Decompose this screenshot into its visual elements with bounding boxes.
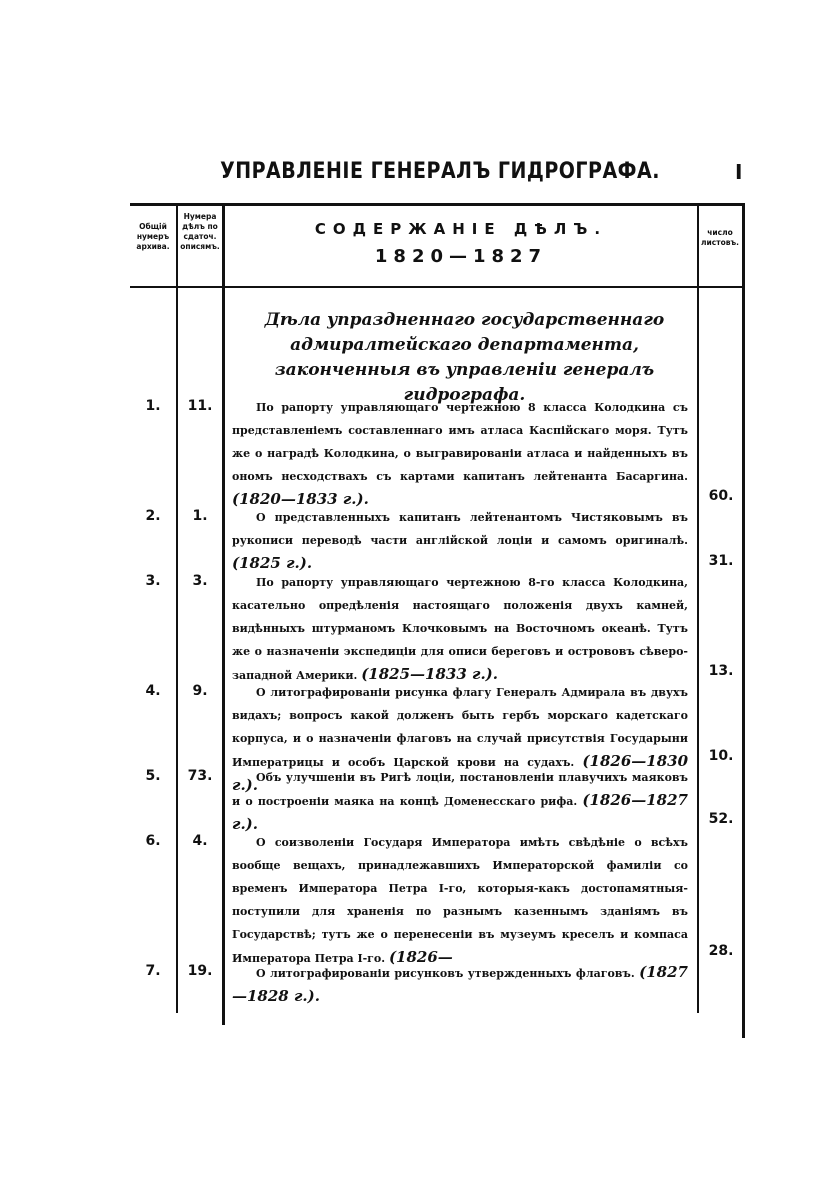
sheet-count: 31. [708,553,734,569]
inventory-number: 3. [192,573,208,589]
entry-text [232,831,688,970]
inventory-number: 4. [192,833,208,849]
sheet-count: 52. [708,811,734,827]
header-inventory-number: Нумера дѣлъ по сдаточ. описямъ. [180,212,220,251]
column-divider [697,203,699,1013]
header-sheets: число листовъ. [701,228,739,247]
entry-dates: (1820—1833 г.). [232,490,369,508]
general-number: 5. [145,768,161,784]
sheet-count: 10. [708,748,734,764]
general-number: 2. [145,508,161,524]
entry-dates: (1826—1827 г.). [232,791,688,833]
inventory-number: 1. [192,508,208,524]
inventory-number: 9. [192,683,208,699]
entry-description: О литографированіи рисунка флагу Генералъ Адмирала въ двухъ видахъ; вопросъ какой долженъ быть гербъ морскаго кадетскаго корпуса, и о назначеніи флаговъ на случай присутствія Государыни Императрицы и особъ Царской крови на судахъ. [232,686,688,769]
entry-description: О литографированіи рисунковъ утвержденныхъ флаговъ. [256,967,635,980]
column-divider [222,203,225,1025]
entry-dates: (1826—1830 г.). [232,752,688,794]
entry-description: О соизволеніи Государя Императора имѣть свѣдѣніе о всѣхъ вообще вещахъ, принадлежавшихъ Императорской фамиліи со временъ Императора Петра I-го, которыя-какъ достопамятныя-поступили для храненія по разнымъ казеннымъ зданіямъ въ Государствѣ; тутъ же о перенесеніи въ музеумъ креселъ и компаса Императора Петра I-го. [232,836,688,965]
column-divider [742,203,745,1038]
section-heading: Дѣла упраздненнаго государственнаго адмиралтейскаго департамента, законченныя въ управленіи генералъ гидрографа. [264,310,665,405]
entry-text [232,506,688,576]
column-divider [176,203,178,1013]
page-number: I [735,160,743,184]
entry-description: Объ улучшеніи въ Ригѣ лоціи, постановленіи плавучихъ маяковъ и о построеніи маяка на концѣ Доменесскаго рифа. [232,771,688,808]
entry-description: О представленныхъ капитанъ лейтенантомъ Чистяковымъ въ рукописи переводѣ части англійской лоціи и самомъ оригиналѣ. [232,511,688,547]
entry-text [232,571,688,687]
entry-dates: (1825 г.). [232,554,313,572]
entry-text [232,396,688,512]
general-number: 4. [145,683,161,699]
general-number: 3. [145,573,161,589]
sheet-count: 13. [708,663,734,679]
general-number: 7. [145,963,161,979]
header-general-number: Общій нумеръ архива. [136,222,170,251]
header-contents: СОДЕРЖАНІЕ ДѢЛЪ. [314,220,608,238]
entry-text [232,961,688,1009]
sheet-count: 60. [708,488,734,504]
entry-text [232,766,688,837]
general-number: 6. [145,833,161,849]
entry-description: По рапорту управляющаго чертежною 8 класса Колодкина съ представленіемъ составленнаго имъ атласа Каспійскаго моря. Тутъ же о наградѣ Колодкина, о выгравированіи атласа и найденныхъ въ ономъ несходствахъ съ картами капитанъ лейтенанта Басаргина. [232,401,688,483]
general-number: 1. [145,398,161,414]
entry-dates: (1825—1833 г.). [361,665,498,683]
inventory-number: 73. [187,768,213,784]
entry-dates: (1826— [388,948,453,966]
sheet-count: 28. [708,943,734,959]
inventory-number: 19. [187,963,213,979]
inventory-number: 11. [187,398,213,414]
page-title: УПРАВЛЕНІЕ ГЕНЕРАЛЪ ГИДРОГРАФА. [220,158,660,184]
header-years: 1820—1827 [374,246,548,267]
entry-dates: (1827—1828 г.). [232,963,688,1005]
entry-description: По рапорту управляющаго чертежною 8-го класса Колодкина, касательно опредѣленія настоящаго положенія двухъ камней, видѣнныхъ штурманомъ Клочковымъ на Восточномъ океанѣ. Тутъ же о назначеніи экспедиціи для описи береговъ и острововъ сѣверо-западной Америки. [232,576,688,682]
